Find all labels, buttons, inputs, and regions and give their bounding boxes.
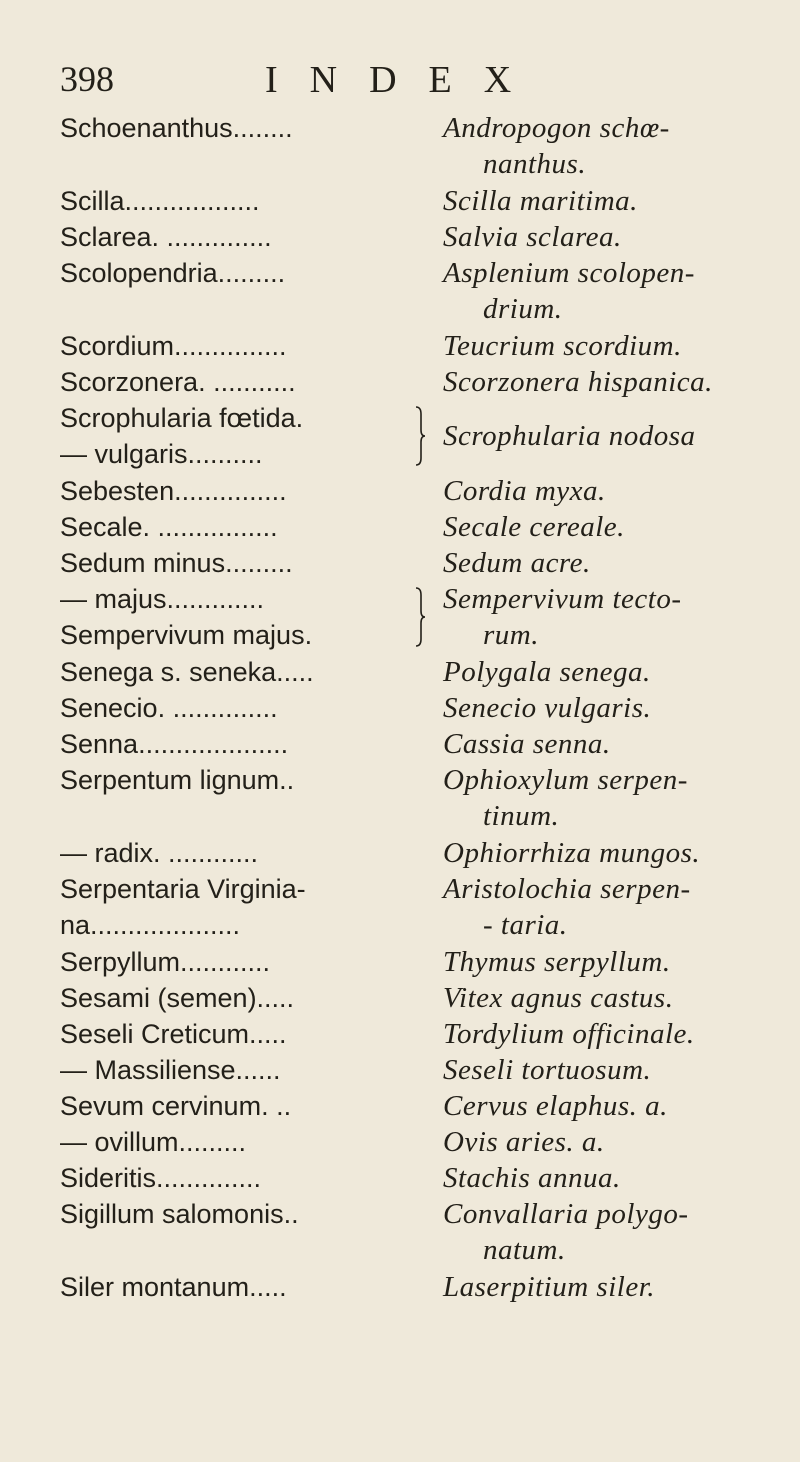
index-entry	[60, 1160, 780, 1196]
entry-botanical-line: Scorzonera hispanica.	[443, 366, 713, 398]
entry-botanical-name	[443, 328, 793, 364]
page-header	[60, 58, 780, 108]
entry-botanical-line: Aristolochia serpen-	[443, 873, 691, 905]
entry-botanical-line: - taria.	[483, 909, 568, 941]
page-number: 398	[60, 59, 114, 99]
index-entry	[60, 400, 780, 473]
entry-botanical-line: Andropogon schœ-	[443, 112, 670, 144]
entry-botanical-line: Scrophularia nodosa	[443, 420, 696, 452]
entry-term	[60, 1052, 410, 1088]
index-entry	[60, 762, 780, 835]
entry-botanical-name	[443, 473, 793, 509]
index-entry	[60, 183, 780, 219]
entry-term-line: Serpentaria Virginia-	[60, 874, 306, 904]
entry-term-line: Serpyllum............	[60, 947, 271, 977]
grouping-brace	[415, 587, 425, 647]
entry-term	[60, 110, 410, 146]
index-entries	[60, 110, 780, 1305]
entry-botanical-name	[443, 1196, 793, 1268]
entry-botanical-line: Tordylium officinale.	[443, 1018, 695, 1050]
entry-botanical-name	[443, 219, 793, 255]
entry-botanical-line: Secale cereale.	[443, 511, 625, 543]
index-entry	[60, 364, 780, 400]
entry-botanical-name	[443, 509, 793, 545]
entry-botanical-line: Thymus serpyllum.	[443, 946, 671, 978]
entry-term-line: Scilla..................	[60, 186, 260, 216]
entry-botanical-name	[443, 183, 793, 219]
entry-term	[60, 1196, 410, 1232]
entry-term-line: Scolopendria.........	[60, 258, 286, 288]
entry-term	[60, 871, 410, 943]
entry-term	[60, 944, 410, 980]
entry-term	[60, 473, 410, 509]
entry-term	[60, 1124, 410, 1160]
entry-botanical-line: Asplenium scolopen-	[443, 257, 695, 289]
entry-botanical-name	[443, 1124, 793, 1160]
entry-botanical-name	[443, 418, 793, 454]
entry-term-line: Sigillum salomonis..	[60, 1199, 299, 1229]
entry-term	[60, 400, 410, 472]
entry-term	[60, 726, 410, 762]
index-entry	[60, 690, 780, 726]
index-entry	[60, 545, 780, 581]
entry-term	[60, 509, 410, 545]
entry-term	[60, 219, 410, 255]
index-entry	[60, 255, 780, 328]
entry-botanical-name	[443, 944, 793, 980]
entry-term	[60, 1016, 410, 1052]
entry-term	[60, 835, 410, 871]
entry-term-line: — majus.............	[60, 584, 265, 614]
entry-botanical-name	[443, 1088, 793, 1124]
entry-term	[60, 545, 410, 581]
index-entry	[60, 835, 780, 871]
entry-botanical-name	[443, 545, 793, 581]
index-entry	[60, 726, 780, 762]
entry-botanical-line: rum.	[483, 619, 539, 651]
index-entry	[60, 1016, 780, 1052]
entry-botanical-line: Cassia senna.	[443, 728, 611, 760]
index-entry	[60, 110, 780, 183]
entry-term-line: — Massiliense......	[60, 1055, 281, 1085]
entry-term	[60, 364, 410, 400]
index-entry	[60, 328, 780, 364]
index-entry	[60, 473, 780, 509]
entry-botanical-line: Sedum acre.	[443, 547, 591, 579]
index-entry	[60, 1052, 780, 1088]
entry-botanical-name	[443, 1269, 793, 1305]
entry-term	[60, 183, 410, 219]
entry-term	[60, 581, 410, 653]
entry-term-line: Serpentum lignum..	[60, 765, 295, 795]
entry-botanical-line: Ophioxylum serpen-	[443, 764, 688, 796]
entry-term-line: Sevum cervinum. ..	[60, 1091, 292, 1121]
index-entry	[60, 654, 780, 690]
entry-term-line: Schoenanthus........	[60, 113, 293, 143]
entry-term	[60, 328, 410, 364]
entry-botanical-line: Cervus elaphus. a.	[443, 1090, 668, 1122]
entry-botanical-line: Vitex agnus castus.	[443, 982, 674, 1014]
entry-botanical-name	[443, 110, 793, 182]
entry-term-line: Senecio. ..............	[60, 693, 278, 723]
entry-term	[60, 1088, 410, 1124]
entry-botanical-line: Stachis annua.	[443, 1162, 621, 1194]
entry-botanical-line: drium.	[483, 293, 563, 325]
entry-botanical-line: Teucrium scordium.	[443, 330, 682, 362]
entry-botanical-line: nanthus.	[483, 148, 587, 180]
entry-term-line: Secale. ................	[60, 512, 278, 542]
entry-term-line: Senna....................	[60, 729, 289, 759]
index-entry	[60, 581, 780, 654]
entry-botanical-line: Seseli tortuosum.	[443, 1054, 652, 1086]
entry-botanical-line: Sempervivum tecto-	[443, 583, 682, 615]
entry-term-line: Siler montanum.....	[60, 1272, 287, 1302]
entry-term-line: Sempervivum majus.	[60, 620, 313, 650]
index-entry	[60, 509, 780, 545]
entry-term-line: Scordium...............	[60, 331, 287, 361]
index-entry	[60, 1124, 780, 1160]
entry-botanical-name	[443, 835, 793, 871]
entry-botanical-name	[443, 1016, 793, 1052]
entry-botanical-line: natum.	[483, 1234, 566, 1266]
entry-term-line: Senega s. seneka.....	[60, 657, 314, 687]
index-entry	[60, 219, 780, 255]
index-entry	[60, 871, 780, 944]
grouping-brace	[415, 406, 425, 466]
entry-botanical-name	[443, 255, 793, 327]
entry-term-line: — vulgaris..........	[60, 439, 263, 469]
index-entry	[60, 944, 780, 980]
running-title: INDEX	[265, 59, 544, 101]
entry-term	[60, 255, 410, 291]
entry-term-line: Sideritis..............	[60, 1163, 262, 1193]
entry-term-line: Scrophularia fœtida.	[60, 403, 304, 433]
entry-term-line: Scorzonera. ...........	[60, 367, 296, 397]
entry-term-line: Sesami (semen).....	[60, 983, 295, 1013]
entry-botanical-line: Senecio vulgaris.	[443, 692, 652, 724]
entry-botanical-line: Ovis aries. a.	[443, 1126, 605, 1158]
entry-botanical-name	[443, 871, 793, 943]
entry-botanical-line: Salvia sclarea.	[443, 221, 622, 253]
index-entry	[60, 980, 780, 1016]
entry-botanical-name	[443, 654, 793, 690]
entry-botanical-line: Laserpitium siler.	[443, 1271, 656, 1303]
index-entry	[60, 1269, 780, 1305]
entry-term	[60, 1160, 410, 1196]
index-entry	[60, 1088, 780, 1124]
entry-term	[60, 1269, 410, 1305]
entry-term	[60, 690, 410, 726]
entry-term	[60, 654, 410, 690]
entry-term-line: na....................	[60, 910, 241, 940]
entry-term-line: — radix. ............	[60, 838, 259, 868]
entry-term-line: Sebesten...............	[60, 476, 287, 506]
entry-term-line: Sedum minus.........	[60, 548, 293, 578]
entry-term-line: Sclarea. ..............	[60, 222, 272, 252]
entry-botanical-name	[443, 1160, 793, 1196]
entry-botanical-line: Cordia myxa.	[443, 475, 606, 507]
index-entry	[60, 1196, 780, 1269]
entry-term	[60, 762, 410, 798]
entry-botanical-line: Polygala senega.	[443, 656, 651, 688]
entry-botanical-line: Ophiorrhiza mungos.	[443, 837, 701, 869]
entry-botanical-name	[443, 980, 793, 1016]
entry-term	[60, 980, 410, 1016]
entry-botanical-name	[443, 364, 793, 400]
entry-botanical-line: Convallaria polygo-	[443, 1198, 689, 1230]
entry-botanical-line: Scilla maritima.	[443, 185, 638, 217]
entry-botanical-name	[443, 762, 793, 834]
entry-botanical-name	[443, 1052, 793, 1088]
entry-botanical-line: tinum.	[483, 800, 560, 832]
entry-botanical-name	[443, 581, 793, 653]
entry-botanical-name	[443, 726, 793, 762]
entry-term-line: — ovillum.........	[60, 1127, 247, 1157]
entry-term-line: Seseli Creticum.....	[60, 1019, 287, 1049]
entry-botanical-name	[443, 690, 793, 726]
